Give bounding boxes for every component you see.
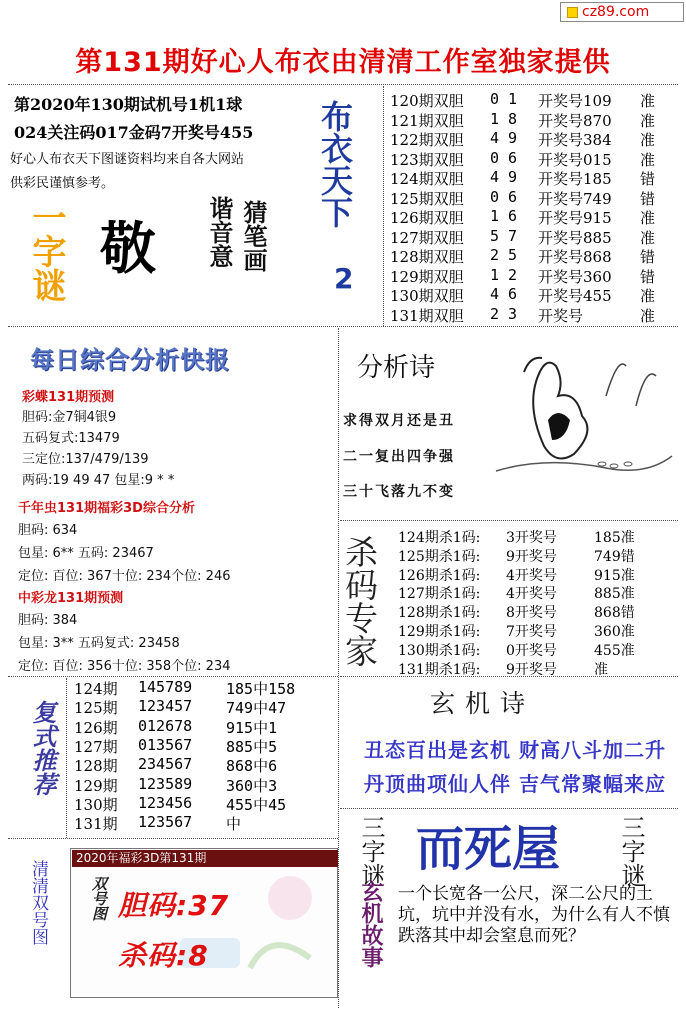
info-line-1: 第2020年130期试机号1机1球 xyxy=(14,95,243,114)
fushi-result: 455中45 xyxy=(226,795,287,814)
kill-period: 128期杀1码: xyxy=(398,605,481,622)
fushi-result: 185中158 xyxy=(226,680,296,698)
dangan-nums: 2 5 xyxy=(490,246,518,264)
kill-label: 杀码专家 xyxy=(340,535,379,667)
kill-num: 3开奖号 xyxy=(506,530,557,546)
column-divider-main xyxy=(338,328,339,1008)
dangan-nums: 1 6 xyxy=(490,207,518,225)
fushi-result: 885中5 xyxy=(226,737,278,756)
dangan-verdict: 准 xyxy=(640,92,656,110)
section-divider-right-3 xyxy=(340,808,678,809)
dangan-verdict: 准 xyxy=(640,111,656,130)
dangan-period: 123期双胆 xyxy=(390,150,464,169)
dangan-period: 130期双胆 xyxy=(390,287,464,305)
lottery-dan: 胆码:37 xyxy=(118,889,230,922)
sanzi-label-right: 三字谜 xyxy=(617,815,645,887)
lottery-side-label: 双号图 xyxy=(90,876,108,921)
dangan-verdict: 准 xyxy=(640,228,656,247)
dangan-nums: 5 7 xyxy=(490,226,518,245)
ink-sketch-illustration xyxy=(486,336,678,486)
dangan-nums: 4 9 xyxy=(490,129,518,147)
kill-period: 130期杀1码: xyxy=(398,642,481,659)
analysis-line-1: 求得双月还是丑 xyxy=(343,413,455,429)
kill-result: 455准 xyxy=(594,642,635,659)
fushi-period: 125期 xyxy=(74,699,118,718)
dangan-verdict: 错 xyxy=(640,189,656,208)
fushi-period: 130期 xyxy=(74,795,118,814)
info-line-4: 供彩民谨慎参考。 xyxy=(10,176,115,191)
dangan-result: 开奖号749 xyxy=(538,189,612,208)
section-divider-right-2 xyxy=(340,676,678,677)
dangan-verdict: 错 xyxy=(640,170,656,188)
dangan-period: 128期双胆 xyxy=(390,248,464,266)
xuanji-title: 玄机诗 xyxy=(430,689,536,718)
fushi-combo: 013567 xyxy=(138,735,193,754)
dangan-nums: 0 6 xyxy=(490,148,518,167)
kill-result: 185准 xyxy=(594,530,635,546)
fushi-result: 360中3 xyxy=(226,776,278,795)
caidie-item: 胆码:金7铜4银9 xyxy=(22,410,117,425)
dangan-nums: 0 6 xyxy=(490,187,518,206)
dangan-verdict: 错 xyxy=(640,267,656,286)
fushi-divider xyxy=(66,678,67,838)
riddle-hint-1: 猜笔画 xyxy=(239,200,267,272)
dangan-period: 124期双胆 xyxy=(390,170,464,188)
caidie-title: 彩蝶131期预测 xyxy=(22,390,115,405)
zhongcai-title: 中彩龙131期预测 xyxy=(18,591,124,606)
fushi-combo: 012678 xyxy=(138,716,193,735)
kill-result: 准 xyxy=(594,661,608,678)
site-watermark xyxy=(560,2,684,22)
dangan-period: 122期双胆 xyxy=(390,131,464,149)
dangan-period: 125期双胆 xyxy=(390,189,464,208)
fushi-period: 128期 xyxy=(74,757,118,776)
kill-num: 8开奖号 xyxy=(506,605,557,622)
brand-number: 2 xyxy=(334,262,354,295)
analysis-title: 分析诗 xyxy=(357,353,436,383)
dangan-period: 131期双胆 xyxy=(390,306,464,325)
kill-period: 127期杀1码: xyxy=(398,586,481,603)
qiannian-item: 定位: 百位: 367十位: 234个位: 246 xyxy=(18,569,231,584)
xuanji-line-1: 丑态百出是玄机 财高八斗加二升 xyxy=(364,738,666,762)
dangan-result: 开奖号 xyxy=(538,306,584,325)
kill-result: 749错 xyxy=(594,548,635,565)
brand-name: 布衣天下 xyxy=(316,100,354,228)
kill-period: 126期杀1码: xyxy=(398,567,481,584)
dangan-nums: 1 2 xyxy=(490,265,518,284)
dangan-verdict: 准 xyxy=(640,150,656,169)
kill-num: 7开奖号 xyxy=(506,624,557,640)
fushi-combo: 123567 xyxy=(138,813,193,832)
dangan-result: 开奖号870 xyxy=(538,111,612,130)
lottery-sha: 杀码:8 xyxy=(118,939,209,972)
dangan-period: 120期双胆 xyxy=(390,92,464,110)
kill-period: 129期杀1码: xyxy=(398,624,481,640)
caidie-item: 五码复式:13479 xyxy=(22,431,120,446)
riddle-label: 一字谜 xyxy=(26,200,66,302)
riddle-hint-2: 谐音意 xyxy=(205,196,233,268)
sanzi-label-left: 三字谜 xyxy=(357,815,385,887)
zhongcai-item: 包星: 3** 五码复式: 23458 xyxy=(18,636,180,651)
dangan-result: 开奖号360 xyxy=(538,267,612,286)
dangan-period: 127期双胆 xyxy=(390,228,464,247)
dangan-verdict: 准 xyxy=(640,306,656,325)
dangan-nums: 1 8 xyxy=(490,109,518,128)
kill-result: 360准 xyxy=(594,624,635,640)
kill-num: 4开奖号 xyxy=(506,567,557,584)
fushi-combo: 234567 xyxy=(138,755,193,774)
kill-result: 915准 xyxy=(594,567,635,584)
column-divider-top xyxy=(383,86,384,326)
kill-num: 0开奖号 xyxy=(506,642,557,659)
fushi-label: 复式推荐 xyxy=(28,700,56,796)
fushi-result: 749中47 xyxy=(226,699,287,718)
fushi-combo: 123589 xyxy=(138,774,193,793)
dangan-verdict: 准 xyxy=(640,209,656,227)
dangan-nums: 0 1 xyxy=(490,90,518,108)
kill-period: 125期杀1码: xyxy=(398,548,481,565)
fushi-period: 126期 xyxy=(74,718,118,737)
riddle-main: 敬 xyxy=(100,217,156,282)
xuanji-line-2: 丹顶曲项仙人伴 吉气常聚幅来应 xyxy=(364,772,666,796)
dangan-verdict: 准 xyxy=(640,131,656,149)
watermark-text: cz89.com xyxy=(582,4,650,20)
dangan-result: 开奖号015 xyxy=(538,150,612,169)
fushi-combo: 123456 xyxy=(138,793,193,812)
caidie-item: 两码:19 49 47 包星:9 * * xyxy=(22,473,175,488)
fushi-period: 127期 xyxy=(74,737,118,756)
story-label: 玄机故事 xyxy=(358,880,383,968)
caidie-item: 三定位:137/479/139 xyxy=(22,452,149,467)
qiannian-item: 胆码: 634 xyxy=(18,523,78,538)
dangan-nums: 4 9 xyxy=(490,168,518,186)
section-divider-1 xyxy=(8,326,678,327)
dangan-result: 开奖号885 xyxy=(538,228,612,247)
kill-period: 124期杀1码: xyxy=(398,530,481,546)
dangan-period: 121期双胆 xyxy=(390,111,464,130)
dangan-result: 开奖号109 xyxy=(538,92,612,110)
info-line-3: 好心人布衣天下图谜资料均来自各大网站 xyxy=(10,152,245,167)
fushi-result: 中 xyxy=(226,815,242,834)
fushi-result: 915中1 xyxy=(226,718,278,737)
dangan-result: 开奖号868 xyxy=(538,248,612,266)
watermark-square-icon xyxy=(567,7,578,18)
shuanghao-label: 清清双号图 xyxy=(28,860,48,945)
dangan-verdict: 错 xyxy=(640,248,656,266)
fushi-period: 131期 xyxy=(74,815,118,834)
page-title: 第131期好心人布衣由清清工作室独家提供 xyxy=(75,47,611,78)
kill-num: 4开奖号 xyxy=(506,586,557,603)
lottery-box-header: 2020年福彩3D第131期 xyxy=(72,850,338,867)
fushi-result: 868中6 xyxy=(226,757,278,776)
dangan-result: 开奖号384 xyxy=(538,131,612,149)
qiannian-item: 包星: 6** 五码: 23467 xyxy=(18,546,154,561)
sanzi-main: 而死屋 xyxy=(416,821,561,877)
zhongcai-item: 定位: 百位: 356十位: 358个位: 234 xyxy=(18,659,231,674)
story-text: 一个长宽各一公尺，深二公尺的土坑，坑中并没有水，为什么有人不慎跌落其中却会窒息而死？ xyxy=(398,884,670,946)
dangan-verdict: 准 xyxy=(640,287,656,305)
dangan-nums: 4 6 xyxy=(490,285,518,303)
kill-num: 9开奖号 xyxy=(506,661,557,678)
dangan-result: 开奖号455 xyxy=(538,287,612,305)
section-divider-left-2 xyxy=(8,838,338,839)
dangan-period: 129期双胆 xyxy=(390,267,464,286)
analysis-line-2: 二一复出四争强 xyxy=(343,449,455,465)
dangan-period: 126期双胆 xyxy=(390,209,464,227)
section-divider-right-1 xyxy=(340,520,678,521)
info-line-2: 024关注码017金码7开奖号455 xyxy=(14,123,254,142)
dangan-result: 开奖号915 xyxy=(538,209,612,227)
qiannian-title: 千年虫131期福彩3D综合分析 xyxy=(18,501,195,516)
report-title: 每日综合分析快报 xyxy=(30,346,230,374)
dangan-nums: 2 3 xyxy=(490,304,518,323)
fushi-combo: 123457 xyxy=(138,697,193,716)
kill-num: 9开奖号 xyxy=(506,548,557,565)
analysis-line-3: 三十飞落九不变 xyxy=(343,484,455,500)
fushi-period: 124期 xyxy=(74,680,118,698)
zhongcai-item: 胆码: 384 xyxy=(18,613,78,628)
title-divider xyxy=(8,84,678,85)
dangan-result: 开奖号185 xyxy=(538,170,612,188)
fushi-combo: 145789 xyxy=(138,678,193,696)
fushi-period: 129期 xyxy=(74,776,118,795)
section-divider-left-1 xyxy=(8,676,338,677)
kill-result: 868错 xyxy=(594,605,635,622)
kill-period: 131期杀1码: xyxy=(398,661,481,678)
kill-result: 885准 xyxy=(594,586,635,603)
